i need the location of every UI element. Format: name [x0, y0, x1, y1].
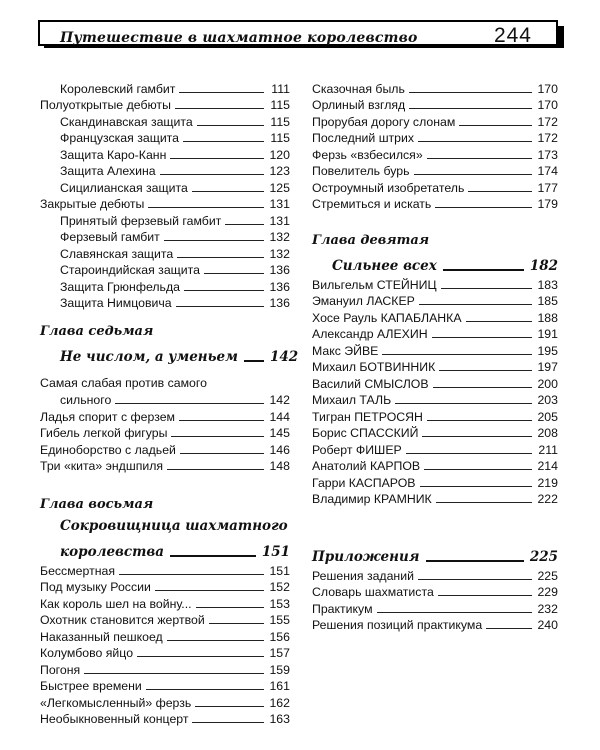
entry-title: Защита Алехина	[60, 164, 156, 178]
leader-line	[422, 436, 532, 437]
entry-page: 191	[537, 327, 558, 341]
entry-title: Роберт ФИШЕР	[312, 442, 402, 457]
leader-line	[195, 706, 264, 707]
leader-line	[170, 158, 264, 159]
leader-line	[209, 623, 264, 624]
entry-page: 208	[537, 426, 558, 440]
leader-line	[424, 469, 532, 470]
entry-page: 152	[269, 580, 290, 594]
toc-entry[interactable]	[40, 179, 290, 196]
entry-title: Необыкновенный концерт	[40, 712, 189, 726]
chapter-page: 142	[269, 349, 299, 365]
leader-line	[164, 240, 264, 241]
entry-title: Хосе Рауль КАПАБЛАНКА	[312, 310, 462, 325]
leader-line	[414, 174, 533, 175]
entry-title: Принятый ферзевый гамбит	[60, 213, 222, 228]
toc-entry[interactable]	[40, 458, 290, 475]
entry-title: Остроумный изобретатель	[312, 180, 465, 195]
toc-entry[interactable]	[40, 562, 290, 579]
chapter-title-text: королевства	[60, 544, 165, 560]
leader-line	[196, 607, 264, 608]
entry-page: 240	[537, 618, 558, 632]
entry-page: 151	[269, 563, 290, 578]
leader-line	[170, 555, 256, 557]
entry-title: Колумбово яйцо	[40, 646, 134, 660]
leader-line	[137, 656, 264, 657]
entry-title: Единоборство с ладьей	[40, 442, 176, 457]
leader-line	[179, 92, 264, 93]
toc-entry[interactable]	[312, 196, 558, 213]
chapter-9-label: Глава девятая	[312, 233, 430, 248]
leader-line	[192, 722, 264, 723]
entry-page: 229	[537, 585, 558, 599]
leader-line	[439, 370, 532, 371]
chapter-title-text: Не числом, а уменьем	[60, 349, 238, 365]
entry-page: 219	[537, 475, 558, 490]
entry-title: Тигран ПЕТРОСЯН	[312, 409, 423, 424]
leader-line	[167, 469, 264, 470]
page-number: 244	[493, 24, 532, 47]
leader-line	[435, 207, 532, 208]
entry-page: 115	[270, 98, 290, 112]
toc-entry[interactable]	[40, 628, 290, 645]
toc-entry[interactable]	[312, 179, 558, 196]
entry-page: 173	[537, 147, 558, 162]
toc-entry[interactable]	[40, 425, 290, 442]
chapter-page: 182	[529, 258, 558, 274]
entry-page: 145	[269, 426, 290, 440]
entry-title: Погоня	[40, 662, 81, 677]
entry-title: Василий СМЫСЛОВ	[312, 376, 429, 391]
toc-entry[interactable]	[40, 113, 290, 130]
leader-line	[192, 191, 264, 192]
chapter-title-text: Сильнее всех	[332, 258, 437, 274]
entry-title: Последний штрих	[312, 131, 415, 145]
toc-entry[interactable]	[312, 617, 558, 634]
entry-title: Быстрее времени	[40, 679, 142, 693]
toc-entry[interactable]	[40, 408, 290, 425]
entry-title: Стремиться и искать	[312, 197, 432, 211]
toc-entry[interactable]	[312, 458, 558, 475]
entry-page: 142	[269, 393, 290, 407]
toc-entry[interactable]	[40, 295, 290, 312]
toc-games-list	[312, 80, 558, 212]
entry-title: Практикум	[312, 601, 373, 616]
toc-entry[interactable]	[40, 645, 290, 662]
leader-line	[419, 304, 532, 305]
entry-title: Владимир КРАМНИК	[312, 492, 432, 506]
toc-entry[interactable]	[312, 491, 558, 508]
entry-title: Макс ЭЙВЕ	[312, 343, 379, 358]
toc-entry[interactable]	[40, 163, 290, 180]
leader-line	[119, 574, 264, 575]
entry-title: Решения позиций практикума	[312, 618, 483, 632]
toc-entry[interactable]	[312, 375, 558, 392]
entry-page: 222	[537, 492, 558, 506]
leader-line	[183, 141, 264, 142]
entry-title: Сказочная быль	[312, 81, 405, 96]
leader-line	[427, 420, 532, 421]
entry-page: 115	[270, 131, 290, 145]
leader-line	[443, 269, 524, 271]
toc-entry[interactable]	[40, 229, 290, 246]
leader-line	[427, 158, 532, 159]
leader-line	[420, 486, 533, 487]
leader-line	[115, 403, 264, 404]
toc-entry[interactable]	[40, 80, 290, 97]
toc-entry[interactable]	[40, 579, 290, 596]
leader-line	[167, 640, 264, 641]
entry-title: Борис СПАССКИЙ	[312, 426, 419, 440]
entry-title: Вильгельм СТЕЙНИЦ	[312, 277, 437, 292]
leader-line	[459, 125, 532, 126]
appendix-page: 225	[529, 549, 558, 565]
entry-title: сильного	[60, 393, 112, 407]
entry-page: 125	[269, 180, 290, 195]
toc-entry[interactable]	[312, 474, 558, 491]
entry-title: Михаил ТАЛЬ	[312, 393, 392, 407]
entry-title: Наказанный пешкоед	[40, 629, 163, 644]
entry-page: 179	[537, 197, 558, 211]
toc-entry[interactable]	[312, 584, 558, 601]
leader-line	[433, 387, 532, 388]
leader-line	[148, 207, 264, 208]
entry-page: 156	[269, 629, 290, 644]
chapter-7-title[interactable]	[40, 343, 299, 367]
entry-title: Александр АЛЕХИН	[312, 327, 428, 341]
entry-page: 157	[269, 646, 290, 660]
entry-title: Орлиный взгляд	[312, 98, 406, 112]
leader-line	[436, 502, 532, 503]
leader-line	[155, 590, 264, 591]
entry-page: 170	[537, 98, 558, 112]
entry-page: 136	[269, 296, 290, 310]
leader-line	[377, 612, 532, 613]
leader-line	[395, 403, 532, 404]
entry-page: 136	[269, 263, 290, 277]
entry-page: 162	[269, 695, 290, 710]
entry-title: Анатолий КАРПОВ	[312, 459, 421, 473]
entry-page: 161	[269, 679, 290, 693]
entry-page: 120	[269, 147, 290, 162]
entry-page: 214	[537, 459, 558, 473]
leader-line	[468, 191, 532, 192]
entry-page: 174	[537, 164, 558, 178]
entry-page: 155	[269, 613, 290, 627]
entry-title: Ферзевый гамбит	[60, 230, 160, 244]
toc-entry[interactable]	[40, 212, 290, 229]
running-header	[38, 16, 570, 50]
toc-entry[interactable]	[312, 113, 558, 130]
appendix-entries	[312, 567, 558, 633]
entry-title: Решения заданий	[312, 568, 414, 583]
leader-line	[432, 337, 532, 338]
leader-line	[184, 290, 264, 291]
entry-title: Повелитель бурь	[312, 164, 410, 178]
toc-entry[interactable]	[40, 245, 290, 262]
entry-title: Три «кита» эндшпиля	[40, 459, 164, 473]
toc-entry[interactable]	[312, 309, 558, 326]
header-bar	[38, 20, 558, 46]
toc-entry[interactable]	[312, 441, 558, 458]
entry-page: 195	[537, 343, 558, 358]
entry-page: 136	[269, 279, 290, 294]
leader-line	[486, 628, 532, 629]
leader-line	[197, 125, 264, 126]
toc-openings-list	[40, 80, 290, 311]
entry-page: 163	[269, 712, 290, 726]
entry-page: 172	[537, 131, 558, 145]
entry-title: Гарри КАСПАРОВ	[312, 475, 416, 490]
leader-line	[409, 108, 532, 109]
appendix-title[interactable]	[312, 543, 558, 567]
entry-page: 159	[269, 662, 290, 677]
toc-right-column	[312, 80, 558, 633]
entry-title: Защита Нимцовича	[60, 296, 172, 310]
entry-page: 183	[537, 277, 558, 292]
entry-page: 197	[537, 360, 558, 374]
entry-title: Как король шел на войну...	[40, 596, 192, 611]
chapter-8-title-line1[interactable]: Сокровищница шахматного	[60, 518, 288, 534]
toc-entry[interactable]	[312, 359, 558, 376]
toc-entry[interactable]	[40, 678, 290, 695]
leader-line	[180, 453, 264, 454]
entry-title: Французская защита	[60, 131, 180, 145]
entry-page: 132	[269, 246, 290, 261]
entry-title: Сицилианская защита	[60, 180, 188, 195]
entry-page: 170	[537, 81, 558, 96]
leader-line	[146, 689, 264, 690]
entry-page: 111	[271, 81, 290, 96]
chapter-8-entries	[40, 562, 290, 727]
toc-entry[interactable]	[40, 392, 290, 409]
toc-entry[interactable]	[312, 567, 558, 584]
toc-entry[interactable]	[312, 146, 558, 163]
entry-page: 203	[537, 393, 558, 407]
entry-title: «Легкомысленный» ферзь	[40, 695, 192, 710]
toc-entry[interactable]	[40, 595, 290, 612]
leader-line	[466, 321, 532, 322]
toc-entry[interactable]	[40, 694, 290, 711]
toc-entry[interactable]	[312, 392, 558, 409]
leader-line	[84, 673, 264, 674]
chapter-8-title[interactable]	[40, 538, 290, 562]
entry-page: 131	[269, 213, 290, 228]
entry-title: Скандинавская защита	[60, 114, 193, 129]
entry-page: 172	[537, 114, 558, 129]
book-title: Путешествие в шахматное королевство	[60, 30, 418, 46]
entry-page: 148	[269, 459, 290, 473]
entry-title: Староиндийская защита	[60, 263, 200, 277]
entry-title: Гибель легкой фигуры	[40, 426, 168, 440]
toc-entry[interactable]	[40, 97, 290, 114]
toc-entry[interactable]	[40, 441, 290, 458]
leader-line	[406, 453, 532, 454]
leader-line	[382, 354, 532, 355]
toc-entry[interactable]	[40, 612, 290, 629]
entry-page: 205	[537, 409, 558, 424]
toc-entry[interactable]	[40, 278, 290, 295]
toc-entry-first-line[interactable]: Самая слабая против самого	[40, 376, 207, 390]
entry-page: 123	[269, 164, 290, 178]
leader-line	[409, 92, 532, 93]
appendix-title-text: Приложения	[312, 549, 420, 565]
toc-entry[interactable]	[312, 326, 558, 343]
toc-entry[interactable]	[40, 146, 290, 163]
toc-entry[interactable]	[312, 293, 558, 310]
toc-entry[interactable]	[312, 130, 558, 147]
toc-entry[interactable]	[40, 130, 290, 147]
chapter-8-label: Глава восьмая	[40, 497, 154, 512]
toc-entry[interactable]	[312, 276, 558, 293]
entry-page: 146	[269, 442, 290, 457]
entry-page: 115	[270, 114, 290, 129]
entry-page: 211	[538, 442, 558, 457]
entry-page: 177	[537, 180, 558, 195]
entry-title: Прорубая дорогу слонам	[312, 114, 456, 129]
leader-line	[179, 420, 264, 421]
entry-page: 185	[537, 294, 558, 308]
toc-entry[interactable]	[312, 425, 558, 442]
entry-page: 131	[269, 197, 290, 211]
leader-line	[171, 436, 264, 437]
toc-entry[interactable]	[312, 342, 558, 359]
toc-entry[interactable]	[40, 711, 290, 728]
chapter-page: 151	[261, 544, 290, 560]
entry-page: 153	[269, 596, 290, 611]
entry-title: Королевский гамбит	[60, 81, 176, 96]
leader-line	[225, 224, 264, 225]
toc-entry[interactable]	[40, 196, 290, 213]
leader-line	[426, 560, 524, 562]
toc-entry[interactable]	[312, 600, 558, 617]
entry-page: 232	[537, 601, 558, 616]
entry-page: 188	[537, 310, 558, 325]
entry-title: Славянская защита	[60, 246, 174, 261]
leader-line	[176, 306, 264, 307]
leader-line	[244, 360, 264, 362]
toc-entry[interactable]	[40, 661, 290, 678]
chapter-7-entries	[40, 408, 290, 474]
entry-title: Под музыку России	[40, 580, 151, 594]
toc-left-column	[40, 80, 299, 727]
entry-page: 144	[269, 409, 290, 424]
toc-entry[interactable]	[312, 80, 558, 97]
entry-title: Словарь шахматиста	[312, 585, 434, 599]
toc-entry[interactable]	[312, 408, 558, 425]
entry-title: Ферзь «взбесился»	[312, 147, 423, 162]
entry-title: Бессмертная	[40, 563, 115, 578]
entry-page: 132	[269, 230, 290, 244]
toc-entry[interactable]	[40, 262, 290, 279]
leader-line	[438, 595, 532, 596]
entry-title: Охотник становится жертвой	[40, 613, 205, 627]
chapter-7-label: Глава седьмая	[40, 324, 154, 339]
entry-title: Защита Грюнфельда	[60, 279, 180, 294]
entry-title: Закрытые дебюты	[40, 197, 145, 211]
entry-title: Полуоткрытые дебюты	[40, 98, 171, 112]
entry-title: Защита Каро-Канн	[60, 147, 167, 162]
leader-line	[177, 257, 264, 258]
leader-line	[160, 174, 264, 175]
toc-entry[interactable]	[312, 97, 558, 114]
entry-title: Ладья спорит с ферзем	[40, 409, 175, 424]
leader-line	[418, 579, 532, 580]
chapter-9-entries	[312, 276, 558, 507]
leader-line	[418, 141, 532, 142]
entry-page: 200	[537, 376, 558, 391]
leader-line	[204, 273, 264, 274]
entry-page: 225	[537, 568, 558, 583]
leader-line	[175, 108, 264, 109]
leader-line	[441, 288, 532, 289]
entry-title: Михаил БОТВИННИК	[312, 360, 436, 374]
chapter-9-title[interactable]	[312, 252, 558, 276]
toc-entry[interactable]	[312, 163, 558, 180]
entry-title: Эмануил ЛАСКЕР	[312, 294, 415, 308]
